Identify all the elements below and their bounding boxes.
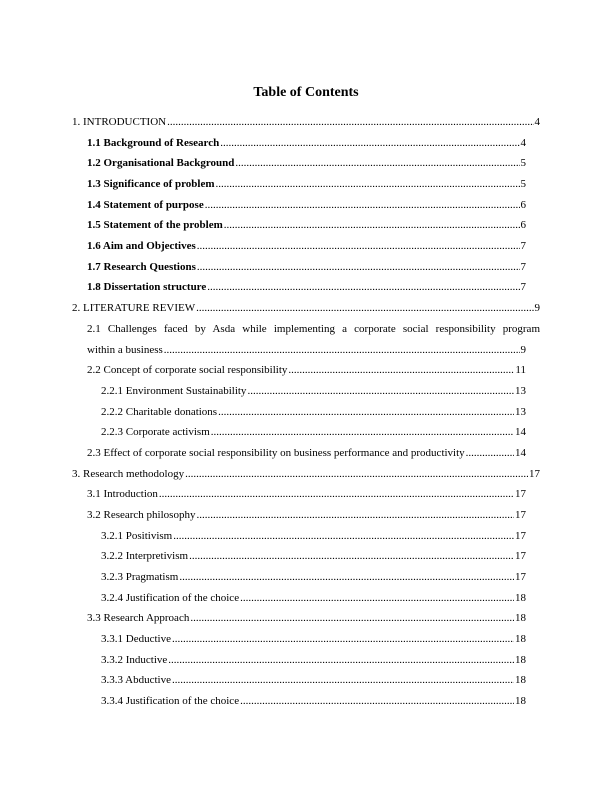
toc-entry-page: 17 (515, 530, 526, 542)
toc-entry-page: 14 (515, 447, 526, 459)
toc-entry-page: 13 (515, 385, 526, 397)
toc-entry-page: 7 (520, 240, 526, 252)
toc-entry-statement-of-the-problem[interactable] (87, 218, 526, 232)
toc-entry-label: 3.2.1 Positivism (101, 530, 173, 542)
toc-leader-dots (247, 384, 514, 398)
toc-entry-justification-3-2-4[interactable] (101, 591, 526, 605)
toc-leader-dots (224, 218, 520, 232)
toc-entry-label: 1.2 Organisational Background (87, 157, 235, 169)
toc-entry-page: 18 (515, 633, 526, 645)
toc-leader-dots (172, 632, 514, 646)
toc-entry-label: 3.3.1 Deductive (101, 633, 171, 645)
toc-leader-dots (211, 425, 514, 439)
toc-entry-label: 3.2 Research philosophy (87, 509, 196, 521)
toc-leader-dots (466, 446, 514, 460)
toc-entry-concept-of-csr[interactable] (87, 363, 526, 377)
toc-leader-dots (218, 405, 514, 419)
toc-leader-dots (185, 467, 528, 481)
toc-leader-dots (207, 280, 519, 294)
toc-leader-dots (164, 343, 520, 357)
toc-entry-deductive[interactable] (101, 632, 526, 646)
toc-entry-label: 2.2.1 Environment Sustainability (101, 385, 247, 397)
toc-leader-dots (235, 156, 519, 170)
toc-entry-page: 13 (515, 406, 526, 418)
toc-entry-interpretivism[interactable] (101, 549, 526, 563)
toc-entry-page: 17 (515, 488, 526, 500)
toc-leader-dots (190, 611, 514, 625)
toc-leader-dots (179, 570, 514, 584)
toc-entry-page: 6 (520, 219, 526, 231)
toc-entry-label: 3.2.2 Interpretivism (101, 550, 189, 562)
toc-entry-page: 18 (515, 612, 526, 624)
toc-entry-page: 9 (534, 302, 540, 314)
toc-entry-research-methodology[interactable] (72, 467, 540, 481)
toc-entry-page: 17 (529, 468, 540, 480)
toc-entry-challenges-line1[interactable]: 2.1 Challenges faced by Asda while implementing a corporate social responsibility program (87, 323, 540, 335)
toc-leader-dots (173, 529, 514, 543)
toc-entry-label: 1. INTRODUCTION (72, 116, 167, 128)
toc-entry-label: 1.8 Dissertation structure (87, 281, 207, 293)
toc-entry-research-philosophy[interactable] (87, 508, 526, 522)
toc-leader-dots (196, 508, 514, 522)
toc-entry-organisational-background[interactable] (87, 156, 526, 170)
toc-entry-page: 5 (520, 157, 526, 169)
toc-entry-page: 17 (515, 550, 526, 562)
toc-entry-label: 3.3.4 Justification of the choice (101, 695, 240, 707)
toc-entry-introduction-3-1[interactable] (87, 487, 526, 501)
toc-entry-page: 7 (520, 261, 526, 273)
toc-leader-dots (205, 198, 520, 212)
toc-entry-background-of-research[interactable] (87, 136, 526, 150)
toc-entry-research-questions[interactable] (87, 260, 526, 274)
toc-entry-dissertation-structure[interactable] (87, 280, 526, 294)
toc-entry-label: 2.2.3 Corporate activism (101, 426, 210, 438)
toc-entry-page: 11 (515, 364, 526, 376)
toc-leader-dots (196, 301, 533, 315)
toc-leader-dots (172, 673, 514, 687)
page-title: Table of Contents (253, 85, 359, 100)
toc-entry-page: 17 (515, 509, 526, 521)
toc-entry-label: 2.2.2 Charitable donations (101, 406, 218, 418)
toc-entry-label: 1.4 Statement of purpose (87, 199, 204, 211)
toc-entry-label: 1.5 Statement of the problem (87, 219, 223, 231)
toc-entry-page: 18 (515, 592, 526, 604)
toc-entry-positivism[interactable] (101, 529, 526, 543)
toc-entry-page: 18 (515, 695, 526, 707)
toc-entry-page: 4 (520, 137, 526, 149)
toc-entry-page: 18 (515, 674, 526, 686)
toc-entry-page: 4 (534, 116, 540, 128)
toc-leader-dots (288, 363, 514, 377)
toc-entry-abductive[interactable] (101, 673, 526, 687)
toc-entry-charitable-donations[interactable] (101, 405, 526, 419)
toc-entry-corporate-activism[interactable] (101, 425, 526, 439)
toc-leader-dots (159, 487, 514, 501)
toc-leader-dots (197, 239, 520, 253)
toc-entry-label: 3.1 Introduction (87, 488, 158, 500)
toc-entry-label: 1.6 Aim and Objectives (87, 240, 196, 252)
toc-entry-aim-and-objectives[interactable] (87, 239, 526, 253)
toc-entry-label: 2. LITERATURE REVIEW (72, 302, 196, 314)
toc-leader-dots (220, 136, 519, 150)
toc-entry-page: 9 (520, 344, 526, 356)
toc-leader-dots (197, 260, 520, 274)
toc-entry-introduction[interactable] (72, 115, 540, 129)
toc-entry-inductive[interactable] (101, 653, 526, 667)
toc-leader-dots (189, 549, 514, 563)
toc-entry-label: within a business (87, 344, 163, 356)
toc-entry-page: 5 (520, 178, 526, 190)
toc-entry-research-approach[interactable] (87, 611, 526, 625)
toc-entry-page: 6 (520, 199, 526, 211)
toc-entry-effect-of-csr[interactable] (87, 446, 526, 460)
toc-entry-label: 3.3.3 Abductive (101, 674, 171, 686)
toc-leader-dots (168, 653, 514, 667)
toc-entry-label: 2.3 Effect of corporate social responsibility on business performance and productivity (87, 447, 465, 459)
toc-entry-label: 3.3.2 Inductive (101, 654, 168, 666)
toc-entry-statement-of-purpose[interactable] (87, 198, 526, 212)
toc-entry-label: 3.2.4 Justification of the choice (101, 592, 240, 604)
toc-entry-label: 1.3 Significance of problem (87, 178, 215, 190)
toc-entry-label: 3.2.3 Pragmatism (101, 571, 179, 583)
toc-entry-environment-sustainability[interactable] (101, 384, 526, 398)
toc-entry-page: 14 (515, 426, 526, 438)
toc-entry-label: 1.1 Background of Research (87, 137, 220, 149)
toc-entry-label: 3.3 Research Approach (87, 612, 190, 624)
toc-leader-dots (216, 177, 520, 191)
toc-entry-pragmatism[interactable] (101, 570, 526, 584)
toc-leader-dots (240, 591, 514, 605)
toc-entry-page: 17 (515, 571, 526, 583)
toc-entry-justification-3-3-4[interactable] (101, 694, 526, 708)
toc-leader-dots (240, 694, 514, 708)
toc-entry-page: 18 (515, 654, 526, 666)
toc-entry-challenges-asda[interactable] (87, 343, 526, 357)
toc-entry-label: 1.7 Research Questions (87, 261, 196, 273)
toc-leader-dots (167, 115, 533, 129)
toc-entry-label: 2.2 Concept of corporate social responsibility (87, 364, 288, 376)
toc-entry-literature-review[interactable] (72, 301, 540, 315)
toc-entry-page: 7 (520, 281, 526, 293)
toc-entry-label: 3. Research methodology (72, 468, 185, 480)
toc-entry-significance-of-problem[interactable] (87, 177, 526, 191)
